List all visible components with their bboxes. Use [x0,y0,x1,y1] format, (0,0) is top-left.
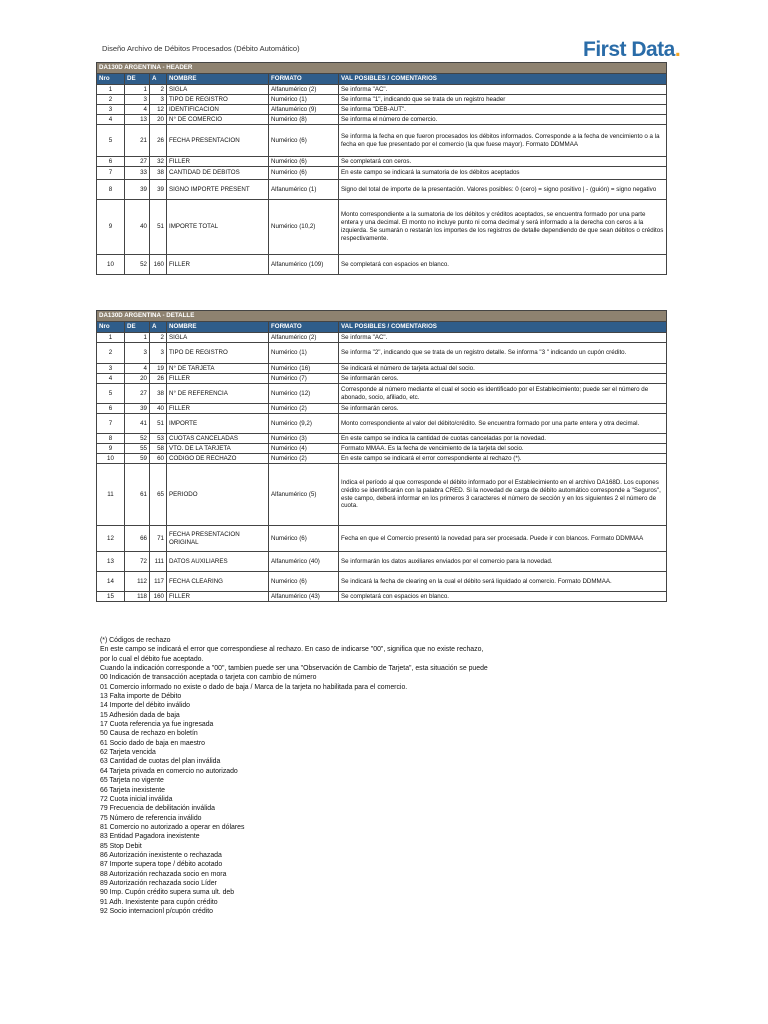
col-comentarios: VAL POSIBLES / COMENTARIOS [339,322,667,333]
cell-formato: Numérico (6) [269,157,339,167]
table-row [97,464,667,526]
col-de: DE [125,74,150,85]
cell-nro: 15 [97,592,125,602]
table-row [97,526,667,552]
cell-a: 58 [150,444,167,454]
col-nombre: NOMBRE [167,74,269,85]
cell-nro: 10 [97,454,125,464]
cell-comentarios: Se informarán los datos auxiliares enviados por el comercio para la novedad. [339,552,667,572]
logo-dot: . [674,38,681,61]
table-row [97,200,667,255]
note-line: 87 Importe supera tope / débito acotado [100,861,223,869]
table-row [97,115,667,125]
cell-formato: Numérico (12) [269,384,339,404]
cell-a: 39 [150,180,167,200]
cell-nombre: SIGLA [167,85,269,95]
cell-a: 160 [150,592,167,602]
cell-de: 27 [125,157,150,167]
cell-nro: 10 [97,255,125,275]
cell-nro: 9 [97,200,125,255]
cell-comentarios: En este campo se indica la cantidad de cuotas canceladas por la novedad. [339,434,667,444]
cell-nro: 3 [97,105,125,115]
table-row [97,125,667,157]
cell-a: 12 [150,105,167,115]
cell-de: 3 [125,95,150,105]
cell-a: 111 [150,552,167,572]
cell-comentarios: Se indicará la fecha de clearing en la cual el débito será liquidado al comercio. Formato DDMMAA. [339,572,667,592]
note-line: 75 Número de referencia inválido [100,814,202,822]
cell-nombre: SIGNO IMPORTE PRESENT [167,180,269,200]
cell-formato: Numérico (1) [269,95,339,105]
note-line: 66 Tarjeta inexistente [100,786,165,794]
cell-nombre: IDENTIFICACION [167,105,269,115]
cell-nombre: N° DE TARJETA [167,364,269,374]
cell-formato: Numérico (2) [269,404,339,414]
table-row [97,552,667,572]
detail-layout-table [96,310,667,602]
cell-formato: Numérico (1) [269,343,339,364]
cell-nro: 6 [97,157,125,167]
col-nombre: NOMBRE [167,322,269,333]
cell-de: 41 [125,414,150,434]
cell-nombre: IMPORTE [167,414,269,434]
cell-a: 51 [150,200,167,255]
cell-comentarios: Se informa "2", indicando que se trata de un registro detalle. Se informa "3 " indicando un cupón crédito. [339,343,667,364]
note-line: 92 Socio internacionl p/cupón crédito [100,907,214,915]
cell-comentarios: Se informarán ceros. [339,404,667,414]
note-line: 61 Socio dado de baja en maestro [100,739,205,747]
cell-formato: Numérico (6) [269,572,339,592]
cell-a: 65 [150,464,167,526]
cell-nro: 5 [97,384,125,404]
note-line: 13 Falta importe de Débito [100,693,182,701]
detail-table-title: DA130D ARGENTINA - DETALLE [97,311,667,322]
cell-comentarios: Se indicará el número de tarjeta actual del socio. [339,364,667,374]
cell-comentarios: Se informarán ceros. [339,374,667,384]
cell-comentarios: Se informa "AC". [339,85,667,95]
cell-formato: Numérico (9,2) [269,414,339,434]
cell-formato: Numérico (10,2) [269,200,339,255]
cell-nro: 7 [97,167,125,180]
table-row [97,592,667,602]
cell-nombre: FILLER [167,404,269,414]
table-row [97,444,667,454]
cell-a: 71 [150,526,167,552]
header-layout-table [96,62,667,275]
cell-comentarios: Indica el período al que corresponde el débito informado por el Establecimiento en el archivo DA168D. Los cupones crédito se identificarán con la palabra CRED. Si la novedad de carga de débito automático corresponde a "Seguros", este campo, deberá informar en los primeros 3 caracteres el número de sección y en los siguientes 2 el número de cuota. [339,464,667,526]
table-row [97,374,667,384]
note-line: 65 Tarjeta no vigente [100,777,164,785]
cell-de: 61 [125,464,150,526]
table-row [97,343,667,364]
cell-nro: 4 [97,374,125,384]
note-line: En este campo se indicará el error que correspondiese al rechazo. En caso de indicarse "00", significa que no existe rechazo, [100,646,484,654]
cell-de: 112 [125,572,150,592]
cell-nombre: FILLER [167,592,269,602]
cell-de: 27 [125,384,150,404]
note-line: 85 Stop Debit [100,842,142,850]
cell-a: 38 [150,384,167,404]
cell-formato: Numérico (2) [269,454,339,464]
cell-nro: 1 [97,85,125,95]
cell-nro: 1 [97,333,125,343]
cell-comentarios: Fecha en que el Comercio presentó la novedad para ser procesada. Puede ir con blancos. Formato DDMMAA [339,526,667,552]
cell-formato: Numérico (6) [269,526,339,552]
cell-de: 39 [125,404,150,414]
cell-nombre: FECHA CLEARING [167,572,269,592]
col-nro: Nro [97,74,125,85]
cell-nombre: FILLER [167,255,269,275]
cell-de: 118 [125,592,150,602]
note-line: 15 Adhesión dada de baja [100,711,180,719]
note-line: 91 Adh. Inexistente para cupón crédito [100,898,218,906]
cell-nombre: VTO. DE LA TARJETA [167,444,269,454]
table-row [97,157,667,167]
cell-de: 4 [125,105,150,115]
cell-formato: Alfanumérico (1) [269,180,339,200]
cell-a: 20 [150,115,167,125]
document-title: Diseño Archivo de Débitos Procesados (Débito Automático) [102,44,300,53]
cell-de: 1 [125,333,150,343]
cell-de: 33 [125,167,150,180]
cell-de: 3 [125,343,150,364]
col-a: A [150,322,167,333]
cell-nombre: CUOTAS CANCELADAS [167,434,269,444]
cell-de: 59 [125,454,150,464]
table-row [97,384,667,404]
table-row [97,364,667,374]
cell-de: 40 [125,200,150,255]
table-row [97,255,667,275]
col-formato: FORMATO [269,322,339,333]
cell-a: 2 [150,85,167,95]
note-line: 89 Autorización rechazada socio Líder [100,879,217,887]
cell-nombre: CANTIDAD DE DEBITOS [167,167,269,180]
cell-comentarios: Signo del total de importe de la presentación. Valores posibles: 0 (cero) = signo positivo | - (guión) = signo negativo [339,180,667,200]
note-line: 50 Causa de rechazo en boletín [100,730,198,738]
cell-de: 72 [125,552,150,572]
table-row [97,454,667,464]
col-a: A [150,74,167,85]
cell-formato: Alfanumérico (2) [269,85,339,95]
cell-nro: 13 [97,552,125,572]
cell-a: 38 [150,167,167,180]
cell-nombre: PERIODO [167,464,269,526]
col-formato: FORMATO [269,74,339,85]
cell-nombre: N° DE REFERENCIA [167,384,269,404]
cell-comentarios: Se completará con ceros. [339,157,667,167]
cell-nro: 9 [97,444,125,454]
cell-nombre: DATOS AUXILIARES [167,552,269,572]
note-line: 14 Importe del débito inválido [100,702,191,710]
table-row [97,85,667,95]
cell-de: 39 [125,180,150,200]
cell-nro: 8 [97,434,125,444]
cell-de: 20 [125,374,150,384]
cell-formato: Numérico (8) [269,115,339,125]
cell-nombre: FECHA PRESENTACION ORIGINAL [167,526,269,552]
cell-nombre: TIPO DE REGISTRO [167,343,269,364]
cell-nro: 7 [97,414,125,434]
cell-a: 60 [150,454,167,464]
cell-a: 3 [150,95,167,105]
cell-comentarios: En este campo se indicará la sumatoria de los débitos aceptados [339,167,667,180]
notes-heading: (*) Códigos de rechazo [100,637,171,644]
cell-formato: Numérico (6) [269,125,339,157]
cell-de: 21 [125,125,150,157]
cell-nombre: FECHA PRESENTACION [167,125,269,157]
cell-formato: Numérico (16) [269,364,339,374]
cell-a: 40 [150,404,167,414]
cell-de: 1 [125,85,150,95]
cell-nombre: SIGLA [167,333,269,343]
cell-comentarios: Formato MMAA. Es la fecha de vencimiento de la tarjeta del socio. [339,444,667,454]
cell-formato: Alfanumérico (40) [269,552,339,572]
table-row [97,333,667,343]
cell-a: 53 [150,434,167,444]
table-row [97,404,667,414]
cell-de: 52 [125,255,150,275]
cell-comentarios: Se informa "1", indicando que se trata de un registro header [339,95,667,105]
cell-a: 51 [150,414,167,434]
cell-nombre: TIPO DE REGISTRO [167,95,269,105]
cell-formato: Numérico (3) [269,434,339,444]
note-line: 86 Autorización inexistente o rechazada [100,851,222,859]
cell-a: 3 [150,343,167,364]
cell-comentarios: Se informa la fecha en que fueron procesados los débitos informados. Corresponde a la fecha de vencimiento o a la fecha en que fue presentado por el comercio (la que fuese mayor). Formato DDMMAA [339,125,667,157]
cell-formato: Alfanumérico (2) [269,333,339,343]
cell-a: 117 [150,572,167,592]
cell-nombre: N° DE COMERCIO [167,115,269,125]
cell-nro: 6 [97,404,125,414]
note-line: 88 Autorización rechazada socio en mora [100,870,227,878]
cell-nro: 5 [97,125,125,157]
note-line: 90 Imp. Cupón crédito supera suma ult. deb [100,889,235,897]
cell-formato: Numérico (7) [269,374,339,384]
note-line: 83 Entidad Pagadora inexistente [100,833,200,841]
cell-a: 26 [150,125,167,157]
note-line: 00 Indicación de transacción aceptada o tarjeta con cambio de número [100,674,317,682]
cell-comentarios: Monto correspondiente al valor del débito/crédito. Se encuentra formado por una parte entera y otra decimal. [339,414,667,434]
note-line: 79 Frecuencia de debilitación inválida [100,805,215,813]
cell-nro: 14 [97,572,125,592]
cell-comentarios: En este campo se indicará el error correspondiente al rechazo (*). [339,454,667,464]
col-comentarios: VAL POSIBLES / COMENTARIOS [339,74,667,85]
cell-nombre: CODIGO DE RECHAZO [167,454,269,464]
cell-formato: Numérico (4) [269,444,339,454]
cell-comentarios: Se informa el número de comercio. [339,115,667,125]
cell-nro: 3 [97,364,125,374]
cell-comentarios: Se completará con espacios en blanco. [339,255,667,275]
cell-formato: Alfanumérico (9) [269,105,339,115]
table-row [97,414,667,434]
cell-nro: 4 [97,115,125,125]
cell-comentarios: Corresponde al número mediante el cual el socio es identificado por el Establecimiento; puede ser el número de abonado, socio, afiliado, etc. [339,384,667,404]
cell-de: 55 [125,444,150,454]
header-table-title: DA130D ARGENTINA - HEADER [97,63,667,74]
table-row [97,167,667,180]
note-line: 17 Cuota referencia ya fue ingresada [100,721,214,729]
logo-text: First Data [583,38,675,61]
cell-nombre: FILLER [167,374,269,384]
note-line: por lo cual el débito fue aceptado. [100,655,204,663]
cell-nombre: FILLER [167,157,269,167]
table-row [97,434,667,444]
note-line: 81 Comercio no autorizado a operar en dólares [100,823,245,831]
cell-formato: Alfanumérico (43) [269,592,339,602]
cell-comentarios: Monto correspondiente a la sumatoria de los débitos y créditos aceptados, se encuentra formado por una parte entera y una decimal. El monto no incluye punto ni coma decimal y será informado a la derecha con ceros a la izquierda. Se sumarán o restarán los importes de los registros de detalle dependiendo de que sean débitos o créditos respectivamente. [339,200,667,255]
cell-formato: Alfanumérico (5) [269,464,339,526]
cell-de: 4 [125,364,150,374]
cell-a: 26 [150,374,167,384]
cell-de: 66 [125,526,150,552]
rejection-codes-notes [100,636,660,916]
cell-formato: Alfanumérico (109) [269,255,339,275]
cell-nro: 11 [97,464,125,526]
cell-nro: 2 [97,343,125,364]
cell-a: 19 [150,364,167,374]
col-nro: Nro [97,322,125,333]
note-line: 72 Cuota inicial inválida [100,795,173,803]
cell-a: 2 [150,333,167,343]
table-row [97,572,667,592]
first-data-logo [583,38,680,62]
cell-formato: Numérico (6) [269,167,339,180]
cell-comentarios: Se completará con espacios en blanco. [339,592,667,602]
cell-a: 32 [150,157,167,167]
table-row [97,180,667,200]
note-line: 62 Tarjeta vencida [100,749,156,757]
cell-nro: 2 [97,95,125,105]
cell-nro: 12 [97,526,125,552]
cell-nombre: IMPORTE TOTAL [167,200,269,255]
cell-comentarios: Se informa "AC". [339,333,667,343]
cell-de: 52 [125,434,150,444]
note-line: 01 Comercio informado no existe o dado de baja / Marca de la tarjeta no habilitada para el comercio. [100,683,408,691]
note-line: 63 Cantidad de cuotas del plan inválida [100,758,221,766]
cell-nro: 8 [97,180,125,200]
note-line: Cuando la indicación corresponde a "00", tambien puede ser una "Observación de Cambio de Tarjeta", esta situación se puede [100,665,488,673]
col-de: DE [125,322,150,333]
table-row [97,105,667,115]
cell-comentarios: Se informa "DEB-AUT". [339,105,667,115]
cell-de: 13 [125,115,150,125]
table-row [97,95,667,105]
note-line: 64 Tarjeta privada en comercio no autorizado [100,767,238,775]
cell-a: 160 [150,255,167,275]
